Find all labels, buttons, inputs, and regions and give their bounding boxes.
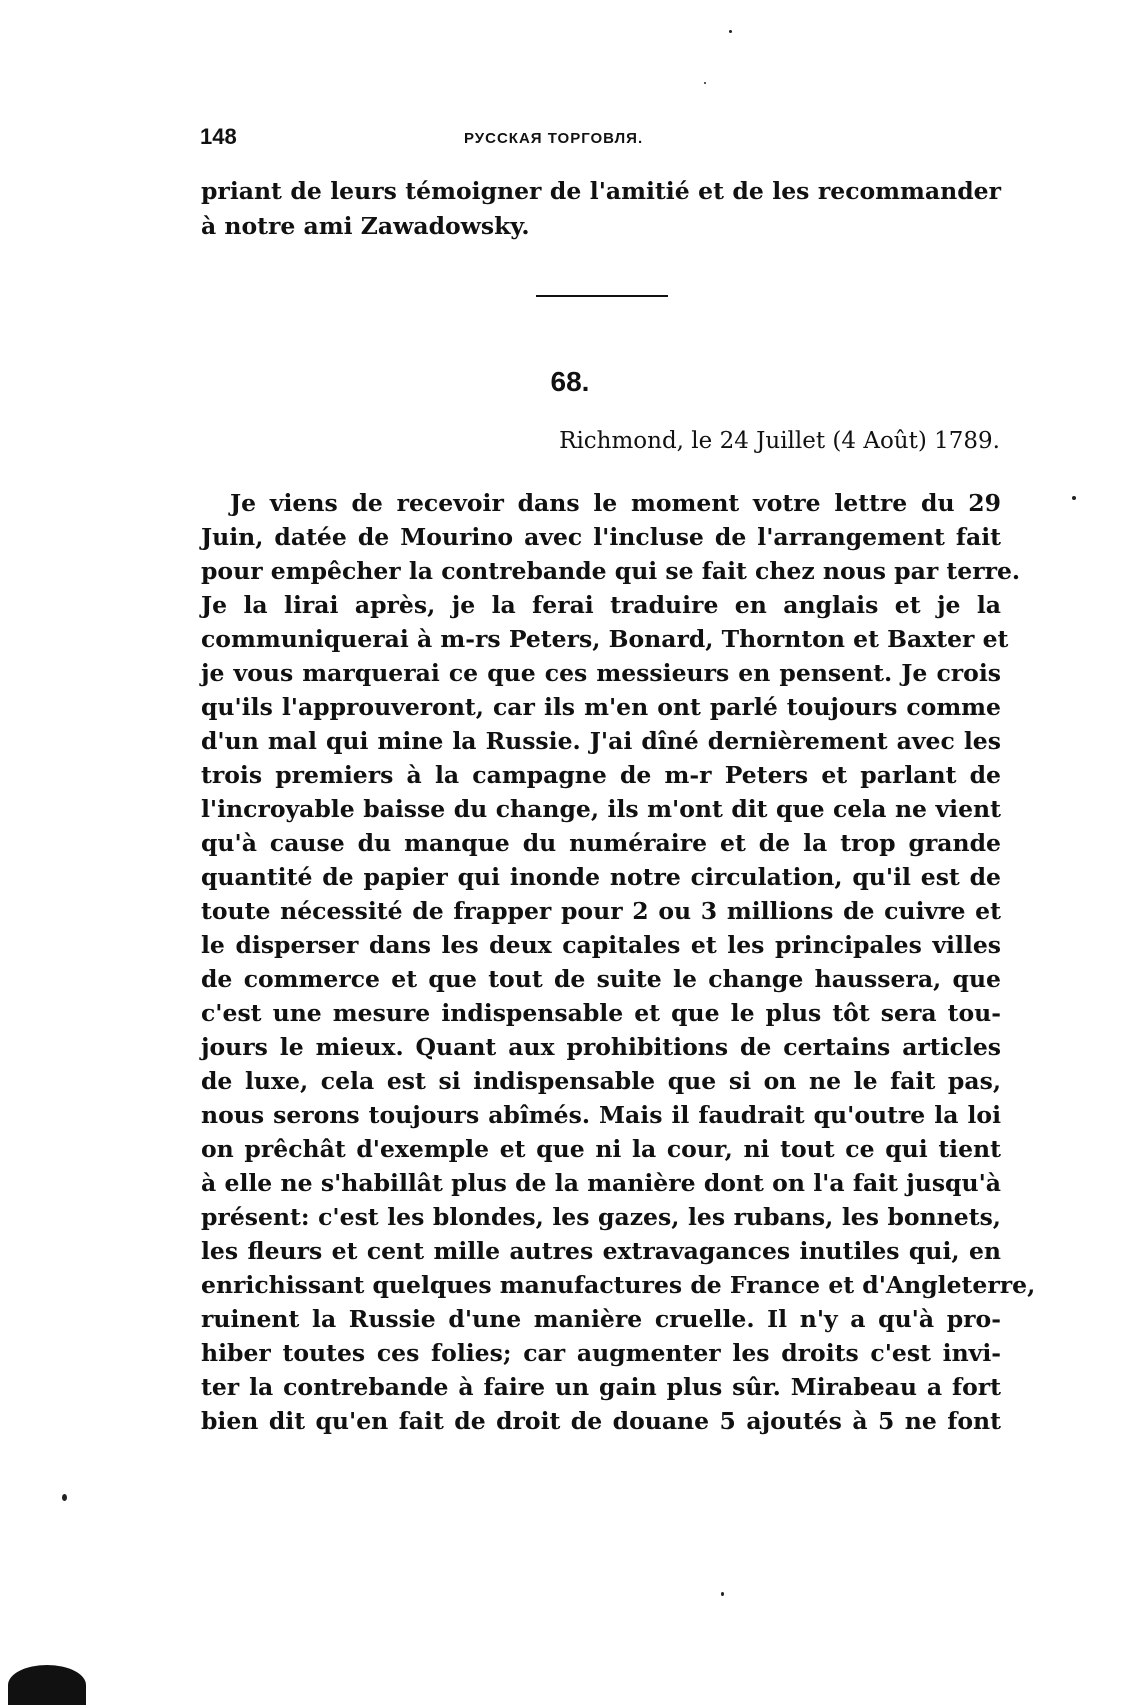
body-line: l'incroyable baisse du change, ils m'ont dit que cela ne vient — [201, 795, 1001, 823]
scan-speck — [62, 1494, 67, 1501]
body-line: de luxe, cela est si indispensable que si on ne le fait pas, — [201, 1067, 1001, 1095]
body-line: de commerce et que tout de suite le change haussera, que — [201, 965, 1001, 993]
body-line: ter la contrebande à faire un gain plus sûr. Mirabeau a fort — [201, 1373, 1001, 1401]
letter-number: 68. — [550, 366, 590, 397]
body-line: communiquerai à m-rs Peters, Bonard, Thornton et Baxter et — [201, 625, 1009, 653]
letter-dateline: Richmond, le 24 Juillet (4 Août) 1789. — [559, 428, 1000, 454]
scan-speck — [1072, 496, 1076, 500]
body-line: Je la lirai après, je la ferai traduire en anglais et je la — [201, 591, 1001, 619]
body-line: présent: c'est les blondes, les gazes, les rubans, les bonnets, — [201, 1203, 1001, 1231]
scan-speck — [729, 30, 732, 33]
body-line: ruinent la Russie d'une manière cruelle. Il n'y a qu'à pro- — [201, 1305, 1001, 1333]
section-divider — [536, 295, 668, 297]
body-line: qu'ils l'approuveront, car ils m'en ont parlé toujours comme — [201, 693, 1001, 721]
running-title: РУССКАЯ ТОРГОВЛЯ. — [464, 130, 644, 147]
scan-smudge — [8, 1665, 86, 1705]
body-line: Je viens de recevoir dans le moment votre lettre du 29 — [230, 489, 1001, 517]
body-line: nous serons toujours abîmés. Mais il faudrait qu'outre la loi — [201, 1101, 1001, 1129]
scan-speck — [721, 1592, 724, 1596]
body-line: à elle ne s'habillât plus de la manière dont on l'a fait jusqu'à — [201, 1169, 1001, 1197]
body-line: jours le mieux. Quant aux prohibitions de certains articles — [201, 1033, 1001, 1061]
scan-speck — [704, 82, 706, 84]
body-line: hiber toutes ces folies; car augmenter les droits c'est invi- — [201, 1339, 1001, 1367]
body-line: quantité de papier qui inonde notre circulation, qu'il est de — [201, 863, 1001, 891]
body-line: je vous marquerai ce que ces messieurs en pensent. Je crois — [201, 659, 1001, 687]
body-line: qu'à cause du manque du numéraire et de la trop grande — [201, 829, 1001, 857]
continuation-line: priant de leurs témoigner de l'amitié et de les recommander — [201, 177, 1001, 205]
body-line: trois premiers à la campagne de m-r Peters et parlant de — [201, 761, 1001, 789]
body-line: le disperser dans les deux capitales et les principales villes — [201, 931, 1001, 959]
page-number: 148 — [200, 124, 237, 149]
body-line: les fleurs et cent mille autres extravagances inutiles qui, en — [201, 1237, 1001, 1265]
body-line: d'un mal qui mine la Russie. J'ai dîné dernièrement avec les — [201, 727, 1001, 755]
body-line: enrichissant quelques manufactures de France et d'Angleterre, — [201, 1271, 1036, 1299]
body-line: bien dit qu'en fait de droit de douane 5 ajoutés à 5 ne font — [201, 1407, 1001, 1435]
body-line: pour empêcher la contrebande qui se fait chez nous par terre. — [201, 557, 1021, 585]
body-line: c'est une mesure indispensable et que le plus tôt sera tou- — [201, 999, 1001, 1027]
body-line: on prêchât d'exemple et que ni la cour, ni tout ce qui tient — [201, 1135, 1001, 1163]
page-header — [200, 124, 1000, 160]
body-line: toute nécessité de frapper pour 2 ou 3 millions de cuivre et — [201, 897, 1001, 925]
body-line: Juin, datée de Mourino avec l'incluse de l'arrangement fait — [201, 523, 1001, 551]
continuation-line: à notre ami Zawadowsky. — [201, 212, 530, 240]
